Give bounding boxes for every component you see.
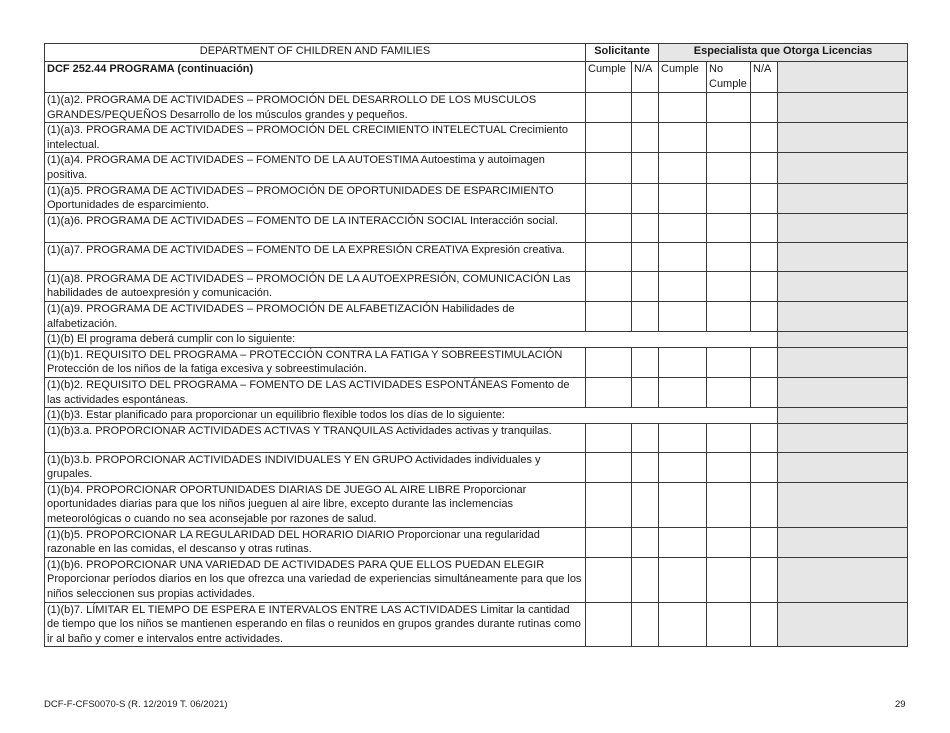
na2-cell[interactable]	[751, 452, 778, 482]
cumple2-cell[interactable]	[659, 602, 707, 647]
requirement-text: (1)(a)5. PROGRAMA DE ACTIVIDADES – PROMOCIÓN DE OPORTUNIDADES DE ESPARCIMIENTO Oportunidades de esparcimiento.	[45, 183, 586, 213]
cumple2-cell[interactable]	[659, 242, 707, 271]
section-title: DCF 252.44 PROGRAMA (continuación)	[45, 62, 586, 93]
na2-cell[interactable]	[751, 347, 778, 377]
na2-cell[interactable]	[751, 602, 778, 647]
table-row	[45, 408, 908, 424]
cumple-cell[interactable]	[586, 271, 632, 301]
requirement-text: (1)(b)3.a. PROPORCIONAR ACTIVIDADES ACTIVAS Y TRANQUILAS Actividades activas y tranquilas.	[45, 423, 586, 452]
cumple-cell[interactable]	[586, 423, 632, 452]
na-cell[interactable]	[632, 123, 659, 153]
no-cumple-cell[interactable]	[707, 301, 751, 331]
gray-filler	[778, 213, 908, 242]
cumple-cell[interactable]	[586, 347, 632, 377]
na2-cell[interactable]	[751, 482, 778, 527]
requirement-text: (1)(a)3. PROGRAMA DE ACTIVIDADES – PROMOCIÓN DEL CRECIMIENTO INTELECTUAL Crecimiento intelectual.	[45, 123, 586, 153]
cumple2-cell[interactable]	[659, 271, 707, 301]
table-row	[45, 123, 908, 153]
table-row	[45, 301, 908, 331]
na-cell[interactable]	[632, 93, 659, 123]
cumple2-cell[interactable]	[659, 301, 707, 331]
requirement-text: (1)(b)7. LÍMITAR EL TIEMPO DE ESPERA E INTERVALOS ENTRE LAS ACTIVIDADES Limitar la cantidad de tiempo que los niños se mantienen esperando en filas o reunidos en grupos grandes durante rutinas como ir al baño y comer e intervalos entre actividades.	[45, 602, 586, 647]
cumple-cell[interactable]	[586, 242, 632, 271]
cumple-cell[interactable]	[586, 183, 632, 213]
na-cell[interactable]	[632, 301, 659, 331]
requirement-text: (1)(b)5. PROPORCIONAR LA REGULARIDAD DEL HORARIO DIARIO Proporcionar una regularidad razonable en las comidas, el descanso y otras rutinas.	[45, 527, 586, 557]
gray-filler	[778, 602, 908, 647]
na2-cell[interactable]	[751, 153, 778, 183]
no-cumple-cell[interactable]	[707, 347, 751, 377]
cumple2-cell[interactable]	[659, 183, 707, 213]
requirement-text: (1)(b)1. REQUISITO DEL PROGRAMA – PROTECCIÓN CONTRA LA FATIGA Y SOBREESTIMULACIÓN Protección de los niños de la fatiga excesiva y sobreestimulación.	[45, 347, 586, 377]
especialista-header: Especialista que Otorga Licencias	[659, 44, 908, 62]
gray-filler	[778, 62, 908, 93]
requirement-text: (1)(a)2. PROGRAMA DE ACTIVIDADES – PROMOCIÓN DEL DESARROLLO DE LOS MUSCULOS GRANDES/PEQUEÑOS Desarrollo de los músculos grandes y pequeños.	[45, 93, 586, 123]
requirement-text: (1)(b)3. Estar planificado para proporcionar un equilibrio flexible todos los días de lo siguiente:	[45, 408, 778, 424]
no-cumple-cell[interactable]	[707, 123, 751, 153]
col-no-cumple-header: No Cumple	[707, 62, 751, 93]
requirement-text: (1)(b)3.b. PROPORCIONAR ACTIVIDADES INDIVIDUALES Y EN GRUPO Actividades individuales y grupales.	[45, 452, 586, 482]
gray-filler	[778, 242, 908, 271]
na2-cell[interactable]	[751, 557, 778, 602]
gray-filler	[778, 527, 908, 557]
col-na-header: N/A	[632, 62, 659, 93]
cumple2-cell[interactable]	[659, 93, 707, 123]
gray-filler	[778, 93, 908, 123]
cumple-cell[interactable]	[586, 377, 632, 407]
na-cell[interactable]	[632, 347, 659, 377]
na2-cell[interactable]	[751, 527, 778, 557]
no-cumple-cell[interactable]	[707, 452, 751, 482]
cumple-cell[interactable]	[586, 93, 632, 123]
cumple2-cell[interactable]	[659, 123, 707, 153]
cumple2-cell[interactable]	[659, 213, 707, 242]
cumple-cell[interactable]	[586, 301, 632, 331]
na-cell[interactable]	[632, 557, 659, 602]
na-cell[interactable]	[632, 183, 659, 213]
no-cumple-cell[interactable]	[707, 482, 751, 527]
na-cell[interactable]	[632, 153, 659, 183]
table-row	[45, 602, 908, 647]
gray-filler	[778, 377, 908, 407]
gray-filler	[778, 183, 908, 213]
department-header: DEPARTMENT OF CHILDREN AND FAMILIES	[45, 44, 586, 62]
cumple-cell[interactable]	[586, 602, 632, 647]
gray-filler	[778, 271, 908, 301]
requirement-text: (1)(a)8. PROGRAMA DE ACTIVIDADES – PROMOCIÓN DE LA AUTOEXPRESIÓN, COMUNICACIÓN Las habilidades de autoexpresión y comunicación.	[45, 271, 586, 301]
no-cumple-cell[interactable]	[707, 377, 751, 407]
requirement-text: (1)(b)4. PROPORCIONAR OPORTUNIDADES DIARIAS DE JUEGO AL AIRE LIBRE Proporcionar oportunidades diarias para que los niños jueguen al aire libre, excepto durante las inclemencias meteorológicas o cuando no sea aconsejable por razones de salud.	[45, 482, 586, 527]
col-cumple-header: Cumple	[586, 62, 632, 93]
table-row	[45, 271, 908, 301]
na-cell[interactable]	[632, 602, 659, 647]
na-cell[interactable]	[632, 452, 659, 482]
cumple2-cell[interactable]	[659, 557, 707, 602]
requirement-text: (1)(a)9. PROGRAMA DE ACTIVIDADES – PROMOCIÓN DE ALFABETIZACIÓN Habilidades de alfabetización.	[45, 301, 586, 331]
na2-cell[interactable]	[751, 183, 778, 213]
requirement-text: (1)(a)4. PROGRAMA DE ACTIVIDADES – FOMENTO DE LA AUTOESTIMA Autoestima y autoimagen positiva.	[45, 153, 586, 183]
na-cell[interactable]	[632, 527, 659, 557]
cumple2-cell[interactable]	[659, 347, 707, 377]
no-cumple-cell[interactable]	[707, 527, 751, 557]
no-cumple-cell[interactable]	[707, 213, 751, 242]
na-cell[interactable]	[632, 423, 659, 452]
table-row	[45, 557, 908, 602]
gray-filler	[778, 482, 908, 527]
na2-cell[interactable]	[751, 301, 778, 331]
requirement-text: (1)(a)7. PROGRAMA DE ACTIVIDADES – FOMENTO DE LA EXPRESIÓN CREATIVA Expresión creativa.	[45, 242, 586, 271]
cumple2-cell[interactable]	[659, 452, 707, 482]
table-row	[45, 347, 908, 377]
no-cumple-cell[interactable]	[707, 557, 751, 602]
no-cumple-cell[interactable]	[707, 183, 751, 213]
table-row	[45, 482, 908, 527]
col-cumple2-header: Cumple	[659, 62, 707, 93]
requirement-text: (1)(b)6. PROPORCIONAR UNA VARIEDAD DE ACTIVIDADES PARA QUE ELLOS PUEDAN ELEGIR Proporcionar períodos diarios en los que ofrezca una variedad de experiencias simultáneamente para que los niños seleccionen sus propias actividades.	[45, 557, 586, 602]
gray-filler	[778, 347, 908, 377]
na-cell[interactable]	[632, 377, 659, 407]
cumple-cell[interactable]	[586, 123, 632, 153]
na-cell[interactable]	[632, 482, 659, 527]
na2-cell[interactable]	[751, 213, 778, 242]
gray-filler	[778, 557, 908, 602]
gray-filler	[778, 332, 908, 348]
na2-cell[interactable]	[751, 423, 778, 452]
cumple2-cell[interactable]	[659, 153, 707, 183]
table-row	[45, 527, 908, 557]
gray-filler	[778, 123, 908, 153]
cumple2-cell[interactable]	[659, 527, 707, 557]
no-cumple-cell[interactable]	[707, 423, 751, 452]
requirement-text: (1)(b) El programa deberá cumplir con lo siguiente:	[45, 332, 778, 348]
table-row	[45, 377, 908, 407]
cumple-cell[interactable]	[586, 213, 632, 242]
table-row	[45, 242, 908, 271]
no-cumple-cell[interactable]	[707, 242, 751, 271]
na2-cell[interactable]	[751, 271, 778, 301]
cumple-cell[interactable]	[586, 557, 632, 602]
na-cell[interactable]	[632, 242, 659, 271]
gray-filler	[778, 452, 908, 482]
table-row	[45, 183, 908, 213]
table-row	[45, 153, 908, 183]
gray-filler	[778, 301, 908, 331]
form-id: DCF-F-CFS0070-S (R. 12/2019 T. 06/2021)	[44, 699, 228, 710]
table-row	[45, 93, 908, 123]
na2-cell[interactable]	[751, 123, 778, 153]
no-cumple-cell[interactable]	[707, 271, 751, 301]
page-number: 29	[895, 699, 906, 710]
cumple-cell[interactable]	[586, 153, 632, 183]
no-cumple-cell[interactable]	[707, 153, 751, 183]
solicitante-header: Solicitante	[586, 44, 659, 62]
cumple-cell[interactable]	[586, 527, 632, 557]
na2-cell[interactable]	[751, 377, 778, 407]
na-cell[interactable]	[632, 213, 659, 242]
table-row	[45, 423, 908, 452]
col-na2-header: N/A	[751, 62, 778, 93]
cumple-cell[interactable]	[586, 452, 632, 482]
requirement-text: (1)(a)6. PROGRAMA DE ACTIVIDADES – FOMENTO DE LA INTERACCIÓN SOCIAL Interacción social.	[45, 213, 586, 242]
cumple2-cell[interactable]	[659, 423, 707, 452]
gray-filler	[778, 408, 908, 424]
checklist-table	[44, 43, 908, 647]
table-row	[45, 213, 908, 242]
gray-filler	[778, 423, 908, 452]
requirement-text: (1)(b)2. REQUISITO DEL PROGRAMA – FOMENTO DE LAS ACTIVIDADES ESPONTÁNEAS Fomento de las actividades espontáneas.	[45, 377, 586, 407]
table-row	[45, 332, 908, 348]
na2-cell[interactable]	[751, 93, 778, 123]
cumple-cell[interactable]	[586, 482, 632, 527]
cumple2-cell[interactable]	[659, 482, 707, 527]
no-cumple-cell[interactable]	[707, 93, 751, 123]
na-cell[interactable]	[632, 271, 659, 301]
na2-cell[interactable]	[751, 242, 778, 271]
table-row	[45, 452, 908, 482]
cumple2-cell[interactable]	[659, 377, 707, 407]
requirement-rows	[45, 93, 908, 647]
gray-filler	[778, 153, 908, 183]
no-cumple-cell[interactable]	[707, 602, 751, 647]
